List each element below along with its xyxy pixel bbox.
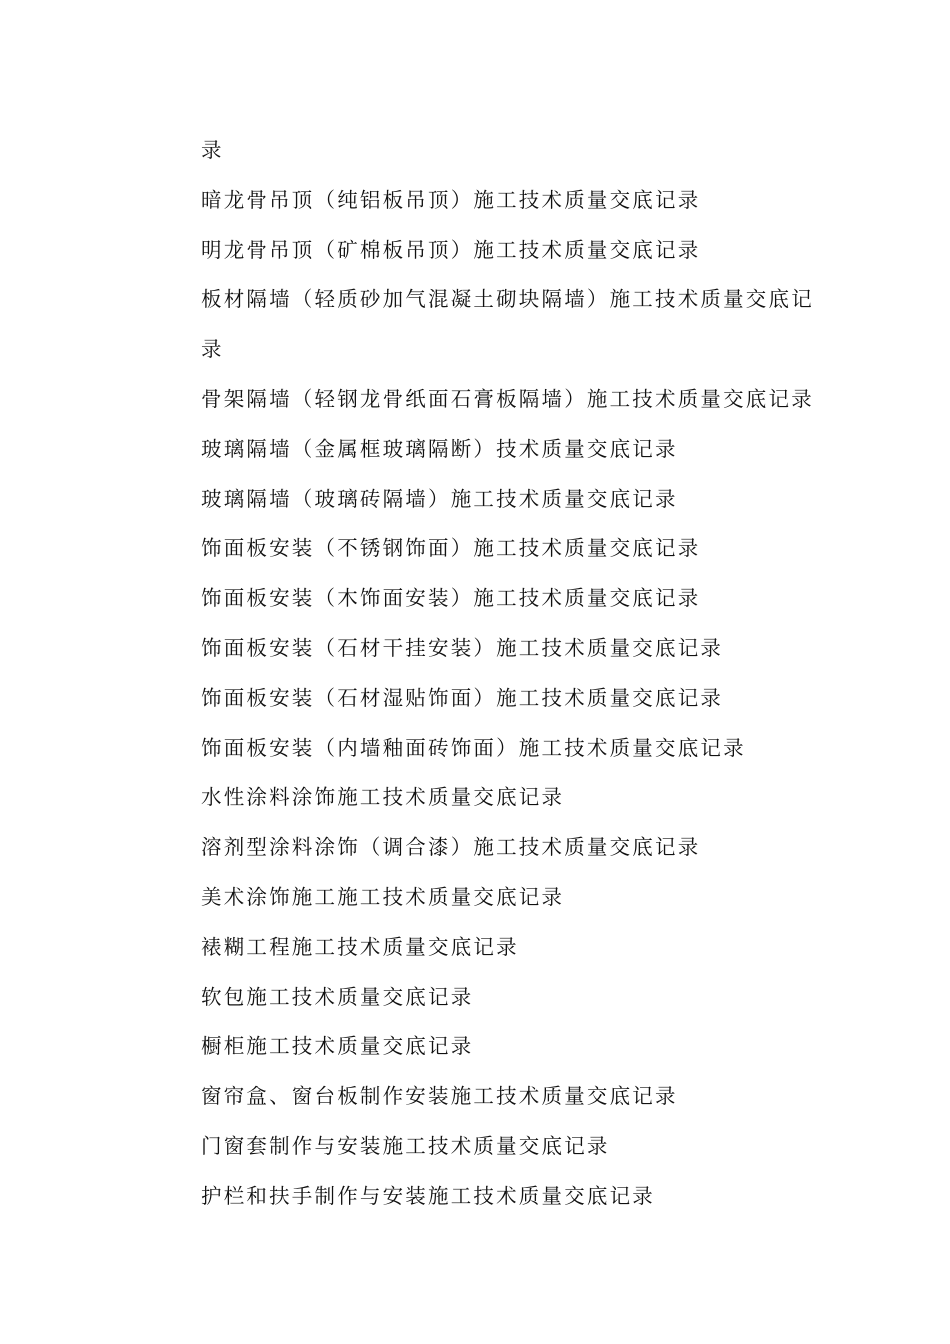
- list-item: 饰面板安装（内墙釉面砖饰面）施工技术质量交底记录: [201, 735, 746, 760]
- list-item: 窗帘盒、窗台板制作安装施工技术质量交底记录: [201, 1084, 678, 1109]
- list-item: 美术涂饰施工施工技术质量交底记录: [201, 884, 565, 909]
- list-item: 饰面板安装（石材干挂安装）施工技术质量交底记录: [201, 635, 724, 660]
- list-item: 裱糊工程施工技术质量交底记录: [201, 934, 519, 959]
- list-item: 水性涂料涂饰施工技术质量交底记录: [201, 785, 565, 810]
- list-item: 玻璃隔墙（玻璃砖隔墙）施工技术质量交底记录: [201, 486, 678, 511]
- list-item: 饰面板安装（木饰面安装）施工技术质量交底记录: [201, 586, 701, 611]
- list-item: 护栏和扶手制作与安装施工技术质量交底记录: [201, 1183, 655, 1208]
- list-item: 板材隔墙（轻质砂加气混凝土砌块隔墙）施工技术质量交底记: [201, 287, 814, 312]
- list-item: 玻璃隔墙（金属框玻璃隔断）技术质量交底记录: [201, 436, 678, 461]
- list-item: 饰面板安装（石材湿贴饰面）施工技术质量交底记录: [201, 685, 724, 710]
- list-item: 溶剂型涂料涂饰（调合漆）施工技术质量交底记录: [201, 835, 701, 860]
- list-item: 饰面板安装（不锈钢饰面）施工技术质量交底记录: [201, 536, 701, 561]
- record-list: [201, 126, 821, 1222]
- list-item: 明龙骨吊顶（矿棉板吊顶）施工技术质量交底记录: [201, 237, 701, 262]
- list-item: 暗龙骨吊顶（纯铝板吊顶）施工技术质量交底记录: [201, 187, 701, 212]
- list-item: 录: [201, 138, 224, 162]
- list-item: 门窗套制作与安装施工技术质量交底记录: [201, 1133, 610, 1158]
- list-item: 软包施工技术质量交底记录: [201, 984, 474, 1009]
- list-item: 骨架隔墙（轻钢龙骨纸面石膏板隔墙）施工技术质量交底记录: [201, 386, 814, 411]
- list-item: 橱柜施工技术质量交底记录: [201, 1034, 474, 1059]
- list-item: 录: [201, 337, 224, 362]
